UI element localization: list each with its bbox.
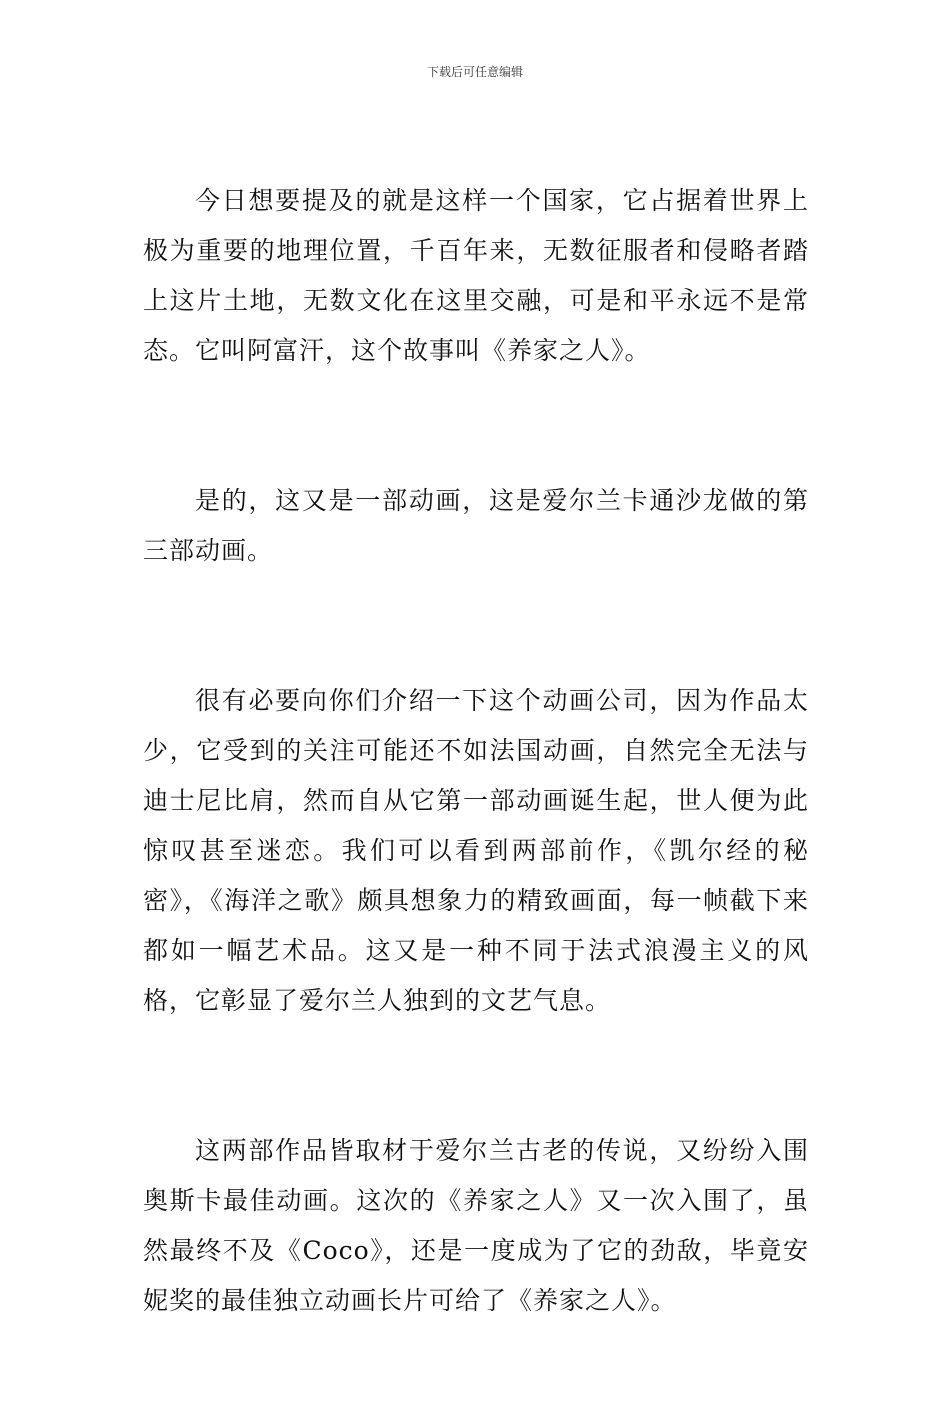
text-line: 很有必要向你们介绍一下这个动画公司，因为作品太	[195, 686, 809, 715]
paragraph-studio-intro	[143, 676, 809, 1026]
text-line: 来都如一幅艺术品。这又是一种不同于法式浪漫主义的风	[143, 886, 809, 965]
text-line: 上这片土地，无数文化在这里交融，可是和平永远不是常	[143, 286, 809, 315]
text-line: 奥斯卡最佳动画。这次的《养家之人》又一次入围了，虽	[143, 1186, 809, 1215]
text-line: 惊叹甚至迷恋。我们可以看到两部前作，《凯尔经的秘	[143, 836, 809, 865]
paragraph-afghanistan-intro	[143, 176, 809, 376]
text-line: 这两部作品皆取材于爱尔兰古老的传说，又纷纷入围	[195, 1136, 809, 1165]
text-line: 极为重要的地理位置，千百年来，无数征服者和侵略者踏	[143, 236, 809, 265]
text-line: 态。它叫阿富汗，这个故事叫《养家之人》。	[143, 336, 651, 365]
document-body	[143, 176, 809, 1426]
text-line: 格，它彰显了爱尔兰人独到的文艺气息。	[143, 986, 612, 1015]
text-line: 今日想要提及的就是这样一个国家，它占据着世界上	[195, 186, 809, 215]
page-header: 下载后可任意编辑	[426, 65, 523, 79]
paragraph-oscar-nominations	[143, 1126, 809, 1326]
text-line: 三部动画。	[143, 536, 274, 565]
text-line: 然最终不及《Coco》，还是一度成为了它的劲敌，毕竟安	[143, 1236, 809, 1265]
text-line: 密》，《海洋之歌》颇具想象力的精致画面，每一帧截下	[143, 886, 783, 915]
text-line: 少，它受到的关注可能还不如法国动画，自然完全无法与	[143, 736, 809, 765]
text-line: 迪士尼比肩，然而自从它第一部动画诞生起，世人便为此	[143, 786, 809, 815]
text-line: 是的，这又是一部动画，这是爱尔兰卡通沙龙做的第	[195, 486, 809, 515]
paragraph-third-animation	[143, 476, 809, 576]
text-line: 妮奖的最佳独立动画长片可给了《养家之人》。	[143, 1286, 677, 1315]
